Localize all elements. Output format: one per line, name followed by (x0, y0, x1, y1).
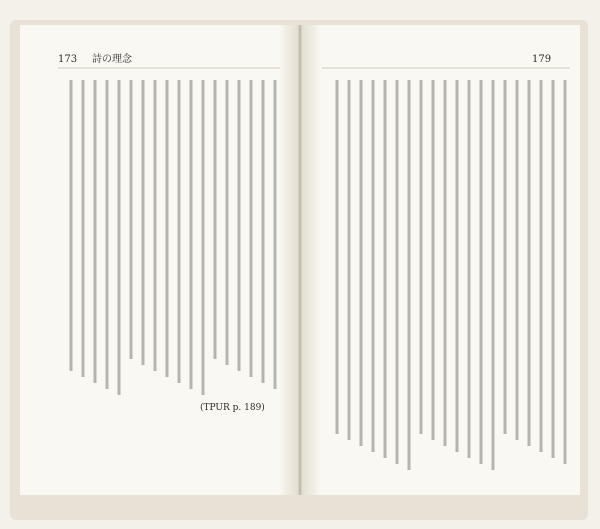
left-page-number: 173 (58, 54, 78, 65)
left-citation: (TPUR p. 189) (200, 403, 265, 413)
right-page-number: 179 (532, 54, 552, 65)
left-running-head: 詩の理念 (92, 54, 132, 65)
gutter (280, 25, 320, 495)
